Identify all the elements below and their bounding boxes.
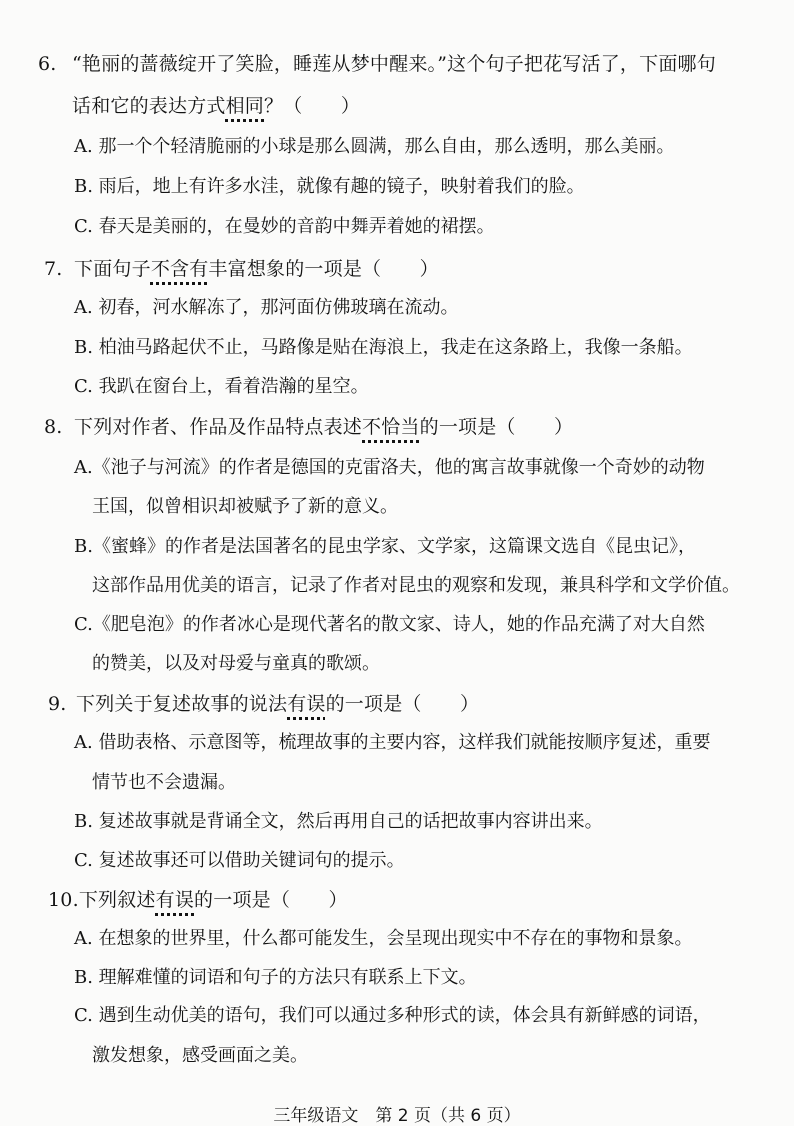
question-stem-text: 的一项是（ ） [325, 693, 480, 715]
question-number: 10. [48, 889, 79, 911]
emphasis-dotted-text: 相同 [225, 95, 265, 117]
question-stem-text: 下面句子 [74, 258, 151, 280]
option-a-line2: 情节也不会遗漏。 [92, 772, 236, 793]
question-8-stem [44, 415, 573, 439]
question-number: 9. [48, 693, 67, 715]
option-a-line1: A.《池子与河流》的作者是德国的克雷洛夫，他的寓言故事就像一个奇妙的动物 [74, 457, 705, 478]
question-stem-text: “艳丽的蔷薇绽开了笑脸，睡莲从梦中醒来。”这个句子把花写活了，下面哪句 [72, 53, 716, 75]
question-stem-text: 的一项是（ ） [194, 889, 348, 911]
page-footer: 三年级语文 第 2 页（共 6 页） [273, 1106, 521, 1126]
emphasis-dotted-text: 不含有 [150, 258, 209, 280]
option-b: B. 柏油马路起伏不止，马路像是贴在海浪上，我走在这条路上，我像一条船。 [74, 337, 693, 358]
question-7-stem [44, 257, 439, 281]
question-10-stem [48, 888, 348, 912]
option-a: A. 那一个个轻清脆丽的小球是那么圆满，那么自由，那么透明，那么美丽。 [74, 136, 675, 157]
option-c: C. 我趴在窗台上，看着浩瀚的星空。 [74, 376, 369, 397]
option-b-line2: 这部作品用优美的语言，记录了作者对昆虫的观察和发现，兼具科学和文学价值。 [92, 575, 740, 596]
option-a-line1: A. 借助表格、示意图等，梳理故事的主要内容，这样我们就能按顺序复述，重要 [74, 732, 711, 753]
question-stem-text: 下列关于复述故事的说法 [76, 693, 288, 715]
option-a-line2: 王国，似曾相识却被赋予了新的意义。 [92, 496, 398, 517]
emphasis-dotted-text: 有误 [155, 889, 195, 911]
emphasis-dotted-text: 不恰当 [362, 416, 420, 438]
option-b: B. 理解难懂的词语和句子的方法只有联系上下文。 [74, 967, 477, 988]
option-c-line1: C. 遇到生动优美的语句，我们可以通过多种形式的读，体会具有新鲜感的词语， [74, 1005, 711, 1026]
option-c: C. 复述故事还可以借助关键词句的提示。 [74, 850, 405, 871]
option-c: C. 春天是美丽的，在曼妙的音韵中舞弄着她的裙摆。 [74, 216, 495, 237]
option-a: A. 在想象的世界里，什么都可能发生，会呈现出现实中不存在的事物和景象。 [74, 928, 693, 949]
option-b-line1: B.《蜜蜂》的作者是法国著名的昆虫学家、文学家，这篇课文选自《昆虫记》， [74, 536, 696, 557]
question-number: 6. [38, 53, 57, 75]
question-stem-text: 话和它的表达方式 [72, 95, 226, 117]
question-stem-text: 下列叙述 [78, 889, 156, 911]
question-6-stem-line1 [38, 52, 716, 76]
option-b: B. 雨后，地上有许多水洼，就像有趣的镜子，映射着我们的脸。 [74, 176, 585, 197]
question-6-stem-line2 [72, 94, 360, 118]
option-c-line2: 的赞美，以及对母爱与童真的歌颂。 [92, 653, 380, 674]
option-c-line1: C.《肥皂泡》的作者冰心是现代著名的散文家、诗人，她的作品充满了对大自然 [74, 614, 705, 635]
option-c-line2: 激发想象，感受画面之美。 [92, 1045, 308, 1066]
option-b: B. 复述故事就是背诵全文，然后再用自己的话把故事内容讲出来。 [74, 811, 603, 832]
question-stem-text: 丰富想象的一项是（ ） [208, 258, 439, 280]
question-9-stem [48, 692, 479, 716]
question-number: 8. [44, 416, 63, 438]
question-stem-text: ？（ ） [264, 95, 361, 117]
question-stem-text: 的一项是（ ） [419, 416, 574, 438]
emphasis-dotted-text: 有误 [287, 693, 326, 715]
question-stem-text: 下列对作者、作品及作品特点表述 [74, 416, 363, 438]
option-a: A. 初春，河水解冻了，那河面仿佛玻璃在流动。 [74, 297, 459, 318]
question-number: 7. [44, 258, 63, 280]
